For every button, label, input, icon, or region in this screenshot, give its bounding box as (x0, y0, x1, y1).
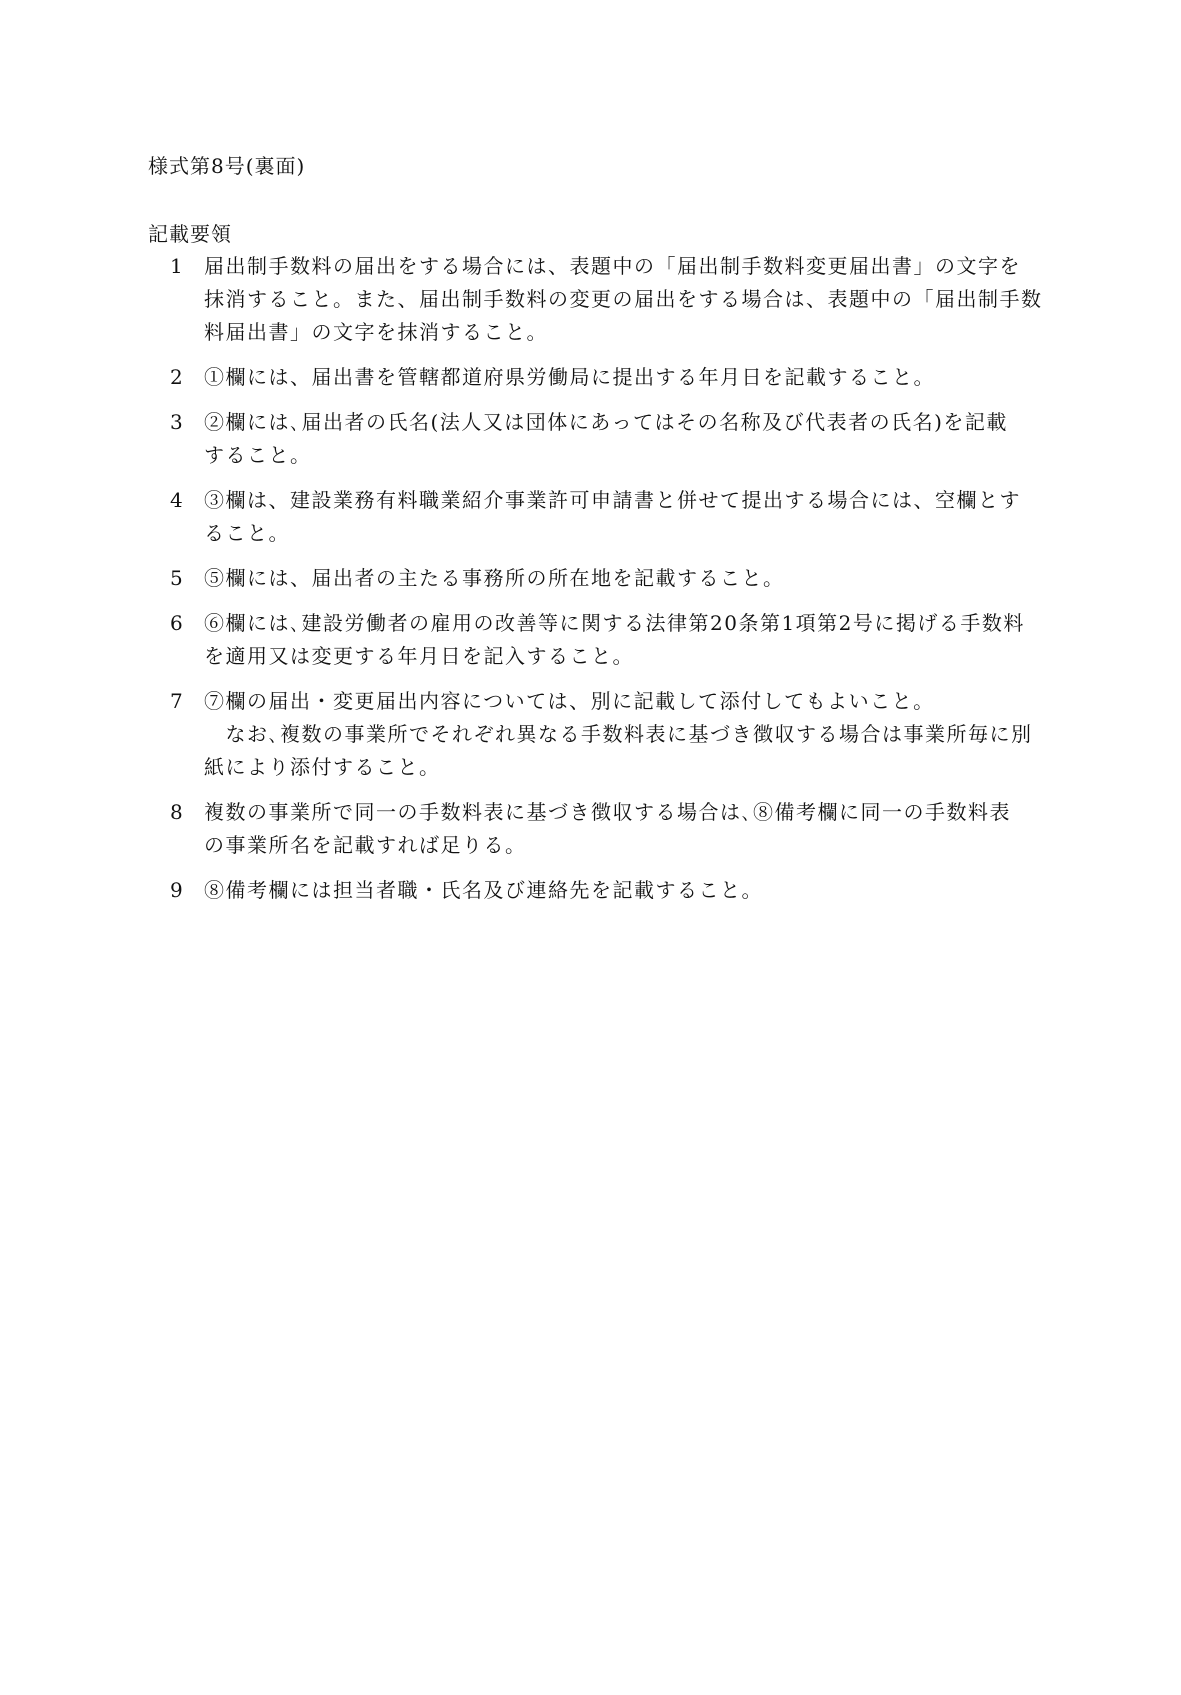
instruction-item (170, 685, 1033, 784)
instruction-text: 複数の事業所で同一の手数料表に基づき徴収する場合は､⑧備考欄に同一の手数料表 (204, 800, 1011, 824)
instruction-line (170, 361, 1030, 394)
instruction-line: なお､複数の事業所でそれぞれ異なる手数料表に基づき徴収する場合は事業所毎に別 (204, 722, 1033, 746)
instruction-number: 5 (170, 566, 185, 590)
instruction-line: 紙により添付すること。 (204, 755, 441, 779)
instruction-number: 2 (170, 365, 185, 389)
instruction-item (170, 562, 1030, 595)
instruction-text: ⑤欄には、届出者の主たる事務所の所在地を記載すること。 (204, 566, 785, 590)
instruction-item (170, 607, 1030, 673)
instruction-text: ⑥欄には､建設労働者の雇用の改善等に関する法律第20条第1項第2号に掲げる手数料 (204, 611, 1025, 635)
section-heading: 記載要領 (148, 222, 232, 246)
instruction-text: 届出制手数料の届出をする場合には、表題中の「届出制手数料変更届出書」の文字を (204, 254, 1021, 278)
instruction-item (170, 484, 1030, 550)
instruction-line (170, 685, 1030, 718)
instruction-item (170, 250, 1043, 349)
instruction-line (170, 484, 1030, 517)
instruction-number: 9 (170, 878, 185, 902)
instruction-line: の事業所名を記載すれば足りる。 (204, 833, 527, 857)
instruction-line (170, 406, 1030, 439)
instruction-line (170, 796, 1030, 829)
instruction-item (170, 361, 1030, 394)
instruction-line: ること。 (204, 521, 290, 545)
instruction-line (170, 874, 1030, 907)
instruction-number: 1 (170, 254, 185, 278)
instruction-line: すること。 (204, 443, 312, 467)
instruction-text: ⑧備考欄には担当者職・氏名及び連絡先を記載すること。 (204, 878, 763, 902)
instruction-text: ②欄には､届出者の氏名(法人又は団体にあってはその名称及び代表者の氏名)を記載 (204, 410, 1008, 434)
instruction-text: ⑦欄の届出・変更届出内容については、別に記載して添付してもよいこと。 (204, 689, 935, 713)
form-number: 様式第8号(裏面) (148, 154, 306, 178)
instruction-number: 3 (170, 410, 185, 434)
instruction-line (170, 562, 1030, 595)
instruction-line: 抹消すること。また、届出制手数料の変更の届出をする場合は、表題中の「届出制手数 (204, 287, 1043, 311)
instruction-number: 7 (170, 689, 185, 713)
instruction-number: 4 (170, 488, 185, 512)
instruction-list (170, 250, 1043, 919)
instruction-line: 料届出書」の文字を抹消すること。 (204, 320, 548, 344)
instruction-item (170, 874, 1030, 907)
instruction-text: ③欄は、建設業務有料職業紹介事業許可申請書と併せて提出する場合には、空欄とす (204, 488, 1021, 512)
instruction-line (170, 607, 1030, 640)
instruction-item (170, 796, 1030, 862)
instruction-line: を適用又は変更する年月日を記入すること。 (204, 644, 634, 668)
instruction-number: 8 (170, 800, 185, 824)
instruction-item (170, 406, 1030, 472)
instruction-number: 6 (170, 611, 185, 635)
instruction-line (170, 250, 1030, 283)
instruction-text: ①欄には、届出書を管轄都道府県労働局に提出する年月日を記載すること。 (204, 365, 935, 389)
